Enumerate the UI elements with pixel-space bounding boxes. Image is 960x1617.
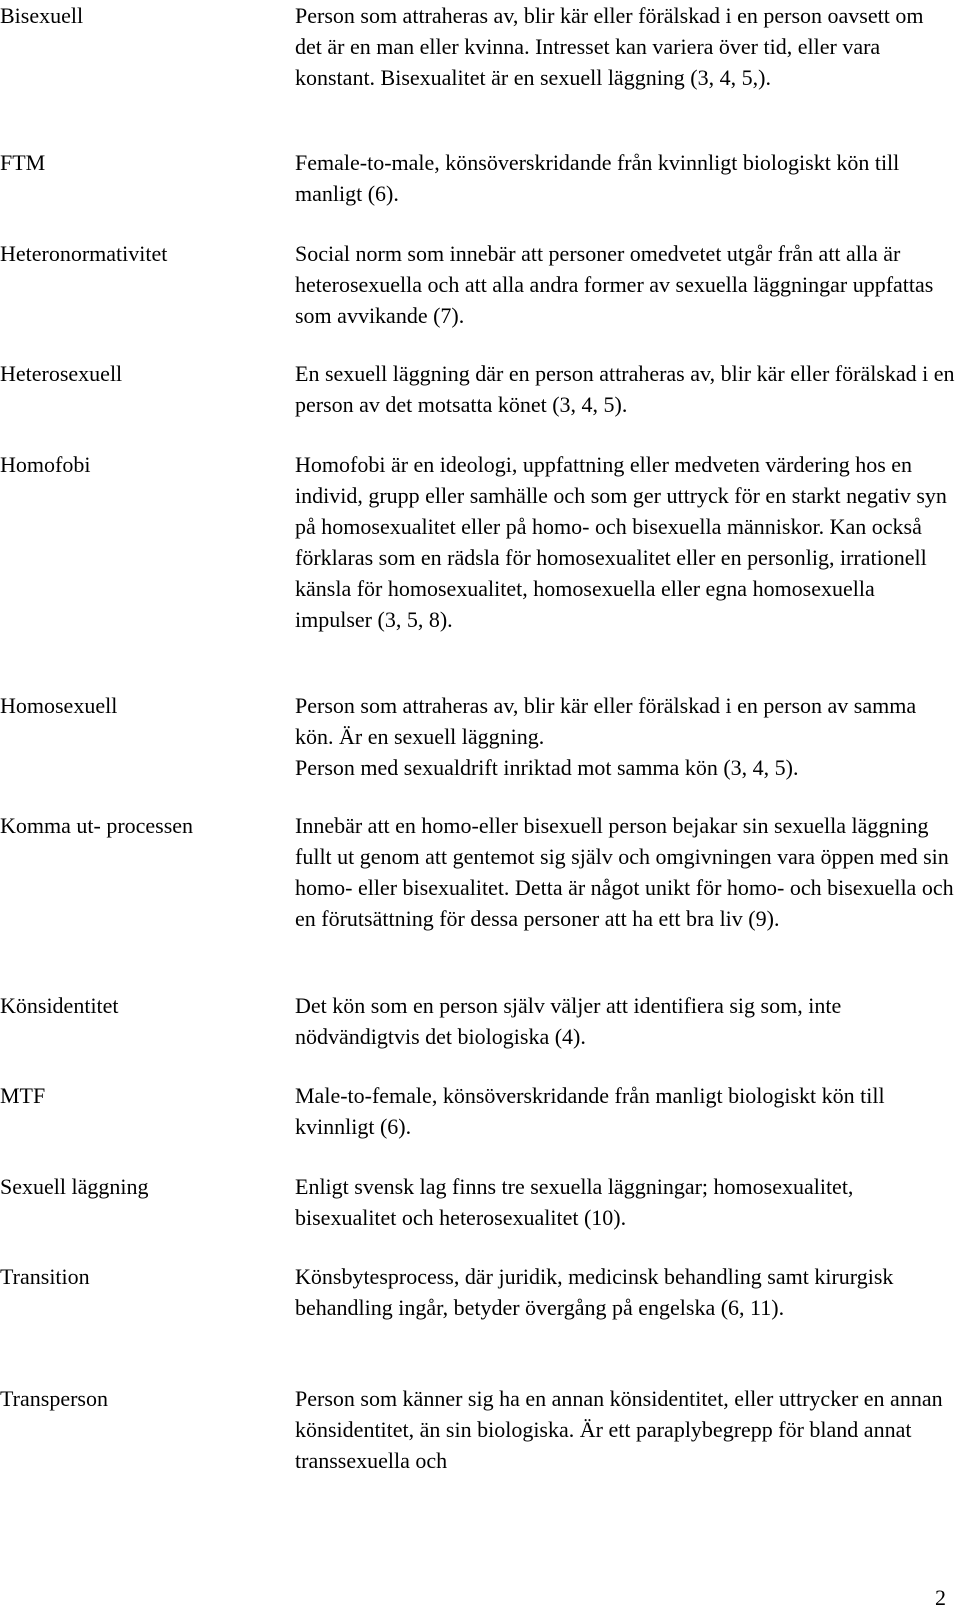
definition xyxy=(295,690,955,783)
term: Sexuell läggning xyxy=(0,1174,149,1199)
term: Bisexuell xyxy=(0,3,84,28)
definition xyxy=(295,147,955,209)
definition-text: Person som attraheras av, blir kär eller förälskad i en person av samma kön. Är en sexuell läggning. xyxy=(295,693,917,749)
definition-text: Homofobi är en ideologi, uppfattning eller medveten värdering hos en individ, grupp eller samhälle och som ger uttryck för en starkt negativ syn på homosexualitet eller på homo- och bisexuella människor. Kan också förklaras som en rädsla för homosexualitet eller en personlig, irrationell känsla för homosexualitet, homosexuella eller egna homosexuella impulser (3, 5, 8). xyxy=(295,452,947,632)
definition-text: Könsbytesprocess, där juridik, medicinsk behandling samt kirurgisk behandling ingår, betyder övergång på engelska (6, 11). xyxy=(295,1264,894,1320)
definition xyxy=(295,358,955,420)
definition-text: Social norm som innebär att personer omedvetet utgår från att alla är heterosexuella och att alla andra former av sexuella läggningar uppfattas som avvikande (7). xyxy=(295,241,934,328)
term: Homofobi xyxy=(0,452,91,477)
definition xyxy=(295,810,955,934)
term: Transition xyxy=(0,1264,90,1289)
definition-text: Innebär att en homo-eller bisexuell person bejakar sin sexuella läggning fullt ut genom att gentemot sig själv och omgivningen vara öppen med sin homo- eller bisexualitet. Detta är något unikt för homo- och bisexuella och en förutsättning för dessa personer att ha ett bra liv (9). xyxy=(295,813,954,931)
definition xyxy=(295,990,955,1052)
definition xyxy=(295,449,955,635)
definition-text: Female-to-male, könsöverskridande från kvinnligt biologiskt kön till manligt (6). xyxy=(295,150,900,206)
definition xyxy=(295,1171,955,1233)
term: Homosexuell xyxy=(0,693,118,718)
definition xyxy=(295,1261,955,1323)
definition xyxy=(295,1080,955,1142)
definition-text: Male-to-female, könsöverskridande från manligt biologiskt kön till kvinnligt (6). xyxy=(295,1083,885,1139)
definition xyxy=(295,1383,955,1476)
page-number: 2 xyxy=(935,1585,946,1610)
definition-text: Person som attraheras av, blir kär eller förälskad i en person oavsett om det är en man eller kvinna. Intresset kan variera över tid, eller vara konstant. Bisexualitet är en sexuell läggning (3, 4, 5,). xyxy=(295,3,924,90)
definition-text: En sexuell läggning där en person attraheras av, blir kär eller förälskad i en person av det motsatta könet (3, 4, 5). xyxy=(295,361,955,417)
definition-text: Person som känner sig ha en annan könsidentitet, eller uttrycker en annan könsidentitet, än sin biologiska. Är ett paraplybegrepp för bland annat transsexuella och xyxy=(295,1386,943,1473)
definition xyxy=(295,0,955,93)
definition-text: Enligt svensk lag finns tre sexuella läggningar; homosexualitet, bisexualitet och heterosexualitet (10). xyxy=(295,1174,854,1230)
definition xyxy=(295,238,955,331)
term: FTM xyxy=(0,150,46,175)
term: Transperson xyxy=(0,1386,108,1411)
term: Könsidentitet xyxy=(0,993,119,1018)
term: MTF xyxy=(0,1083,46,1108)
term: Heterosexuell xyxy=(0,361,123,386)
term: Heteronormativitet xyxy=(0,241,168,266)
definition-text: Person med sexualdrift inriktad mot samma kön (3, 4, 5). xyxy=(295,755,799,780)
term: Komma ut- processen xyxy=(0,813,194,838)
definition-text: Det kön som en person själv väljer att identifiera sig som, inte nödvändigtvis det biologiska (4). xyxy=(295,993,842,1049)
